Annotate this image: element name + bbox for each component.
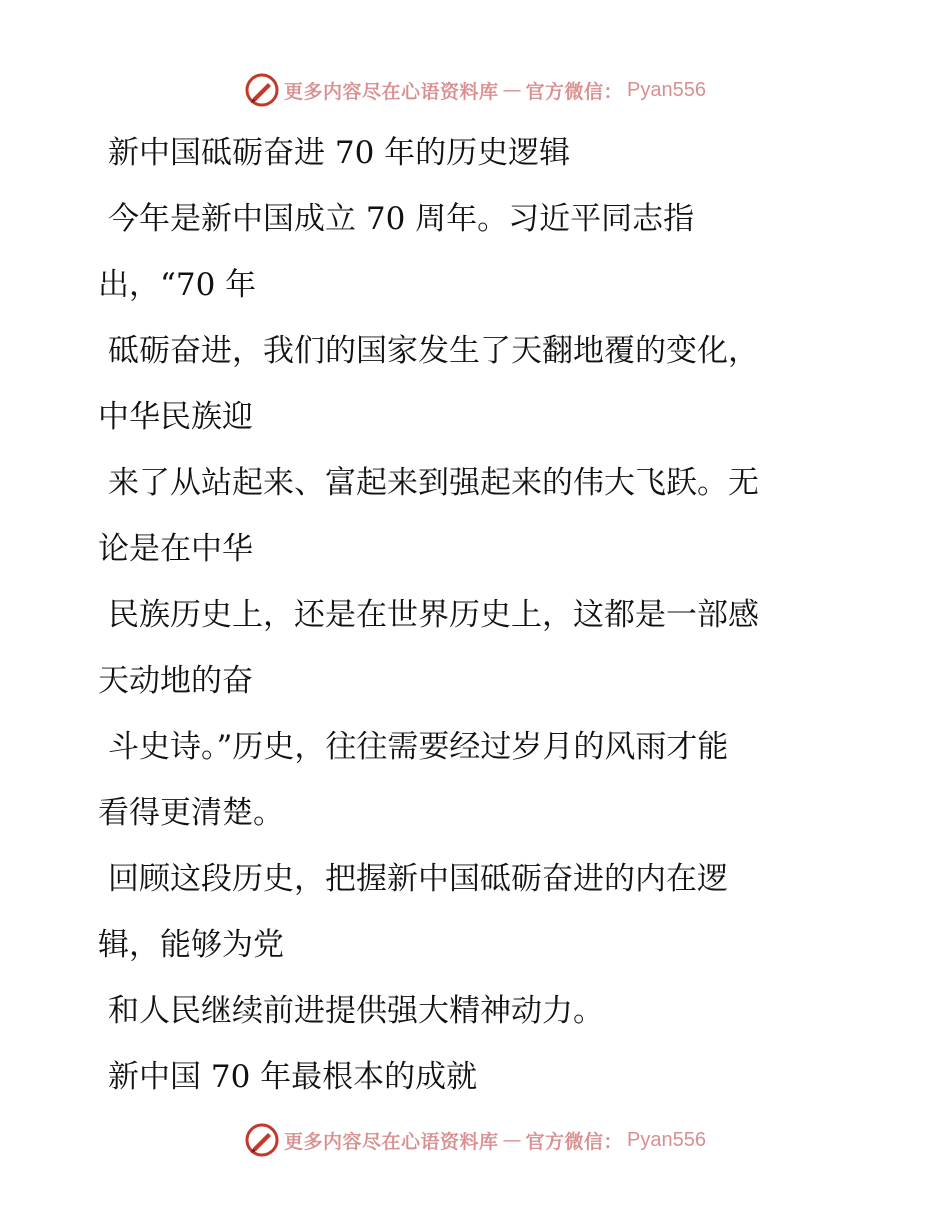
document-line: 今年是新中国成立 70 周年。习近平同志指 bbox=[108, 201, 695, 237]
watermark-text: 更多内容尽在心语资料库 bbox=[284, 1130, 499, 1153]
watermark-id: Pyan556 bbox=[627, 1128, 706, 1151]
document-line: 和人民继续前进提供强大精神动力。 bbox=[108, 993, 604, 1029]
document-line: 斗史诗。”历史，往往需要经过岁月的风雨才能 bbox=[108, 729, 729, 765]
watermark-label: 官方微信： bbox=[525, 1130, 624, 1153]
watermark-id: Pyan556 bbox=[627, 78, 706, 101]
document-line: 新中国砥砺奋进 70 年的历史逻辑 bbox=[108, 135, 571, 171]
document-line: 新中国 70 年最根本的成就 bbox=[108, 1059, 478, 1095]
document-line: 看得更清楚。 bbox=[98, 795, 284, 831]
document-line: 来了从站起来、富起来到强起来的伟大飞跃。无 bbox=[108, 465, 759, 501]
document-line: 回顾这段历史，把握新中国砥砺奋进的内在逻 bbox=[108, 861, 728, 897]
document-line: 民族历史上，还是在世界历史上，这都是一部感 bbox=[108, 597, 759, 633]
pen-logo-icon bbox=[244, 1122, 280, 1158]
watermark-separator: — bbox=[502, 79, 522, 101]
document-line: 出，“70 年 bbox=[98, 267, 257, 303]
document-line: 辑，能够为党 bbox=[98, 927, 284, 963]
pen-logo-icon bbox=[244, 72, 280, 108]
document-line: 砥砺奋进，我们的国家发生了天翻地覆的变化， bbox=[108, 333, 759, 369]
watermark-header bbox=[0, 68, 950, 112]
document-line: 天动地的奋 bbox=[98, 663, 253, 699]
watermark-separator: — bbox=[502, 1129, 522, 1151]
document-body bbox=[98, 120, 838, 1110]
watermark-text: 更多内容尽在心语资料库 bbox=[284, 80, 499, 103]
document-line: 中华民族迎 bbox=[98, 399, 253, 435]
watermark-label: 官方微信： bbox=[525, 80, 624, 103]
document-line: 论是在中华 bbox=[98, 531, 253, 567]
watermark-footer bbox=[0, 1118, 950, 1162]
